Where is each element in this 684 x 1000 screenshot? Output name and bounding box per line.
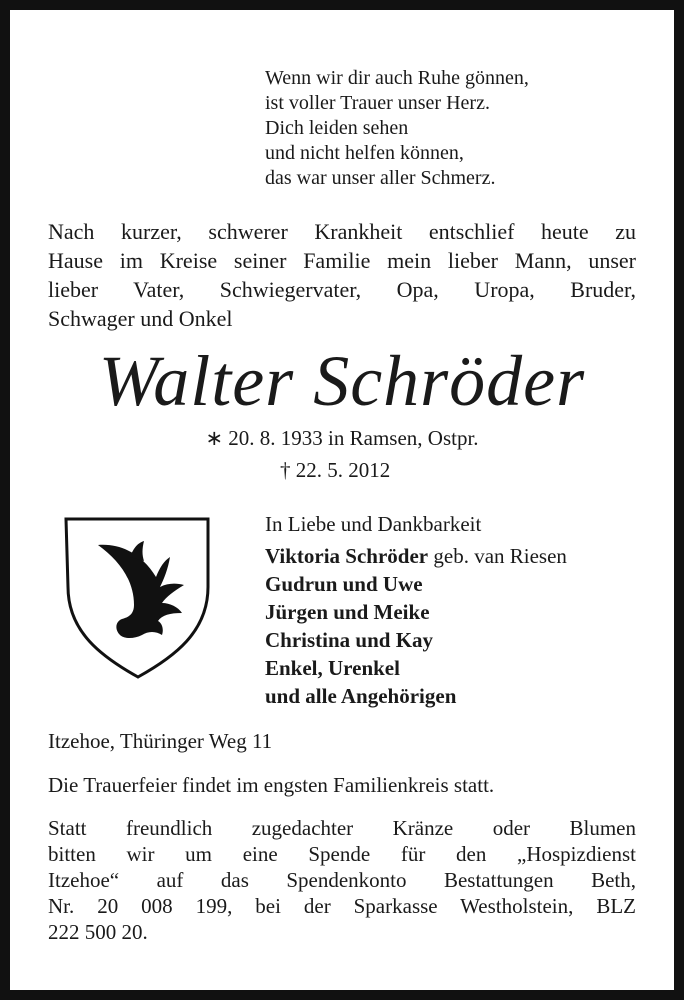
donation-line: Nr. 20 008 199, bei der Sparkasse Westholstein, BLZ <box>48 894 636 918</box>
poem-line: ist voller Trauer unser Herz. <box>265 92 490 114</box>
birth-date: ∗ 20. 8. 1933 in Ramsen, Ostpr. <box>205 426 479 450</box>
intro-line: Hause im Kreise seiner Familie mein lieber Mann, unser <box>48 248 636 273</box>
family-heading: In Liebe und Dankbarkeit <box>265 512 482 536</box>
donation-line: Itzehoe“ auf das Spendenkonto Bestattungen Beth, <box>48 868 636 892</box>
widow-name: Viktoria Schröder <box>265 544 429 568</box>
intro-line: Nach kurzer, schwerer Krankheit entschlief heute zu <box>48 219 636 244</box>
donation-line: Statt freundlich zugedachter Kränze oder Blumen <box>48 816 636 840</box>
mourner: Enkel, Urenkel <box>265 656 400 680</box>
mourner: Jürgen und Meike <box>265 600 430 624</box>
poem-line: Wenn wir dir auch Ruhe gönnen, <box>265 67 529 89</box>
deceased-name: Walter Schröder <box>98 341 586 421</box>
poem-line: das war unser aller Schmerz. <box>265 167 496 189</box>
poem-line: Dich leiden sehen <box>265 117 409 139</box>
mourner: Gudrun und Uwe <box>265 572 423 596</box>
intro-line: Schwager und Onkel <box>48 306 233 331</box>
donation-paragraph <box>48 815 636 945</box>
mourner: und alle Angehörigen <box>265 684 457 708</box>
intro-line: lieber Vater, Schwiegervater, Opa, Uropa, Bruder, <box>48 277 636 302</box>
intro-paragraph <box>48 217 636 333</box>
poem <box>265 66 529 191</box>
poem-line: und nicht helfen können, <box>265 142 464 164</box>
ceremony-note: Die Trauerfeier findet im engsten Familienkreis statt. <box>48 773 495 797</box>
widow-maiden-name: geb. van Riesen <box>428 544 567 568</box>
donation-line: 222 500 20. <box>48 920 148 944</box>
mourner: Christina und Kay <box>265 628 434 652</box>
death-date: † 22. 5. 2012 <box>280 458 391 482</box>
mourners-list <box>265 510 567 710</box>
coat-of-arms-icon <box>64 517 212 683</box>
donation-line: bitten wir um eine Spende für den „Hospizdienst <box>48 842 636 866</box>
address: Itzehoe, Thüringer Weg 11 <box>48 729 273 753</box>
